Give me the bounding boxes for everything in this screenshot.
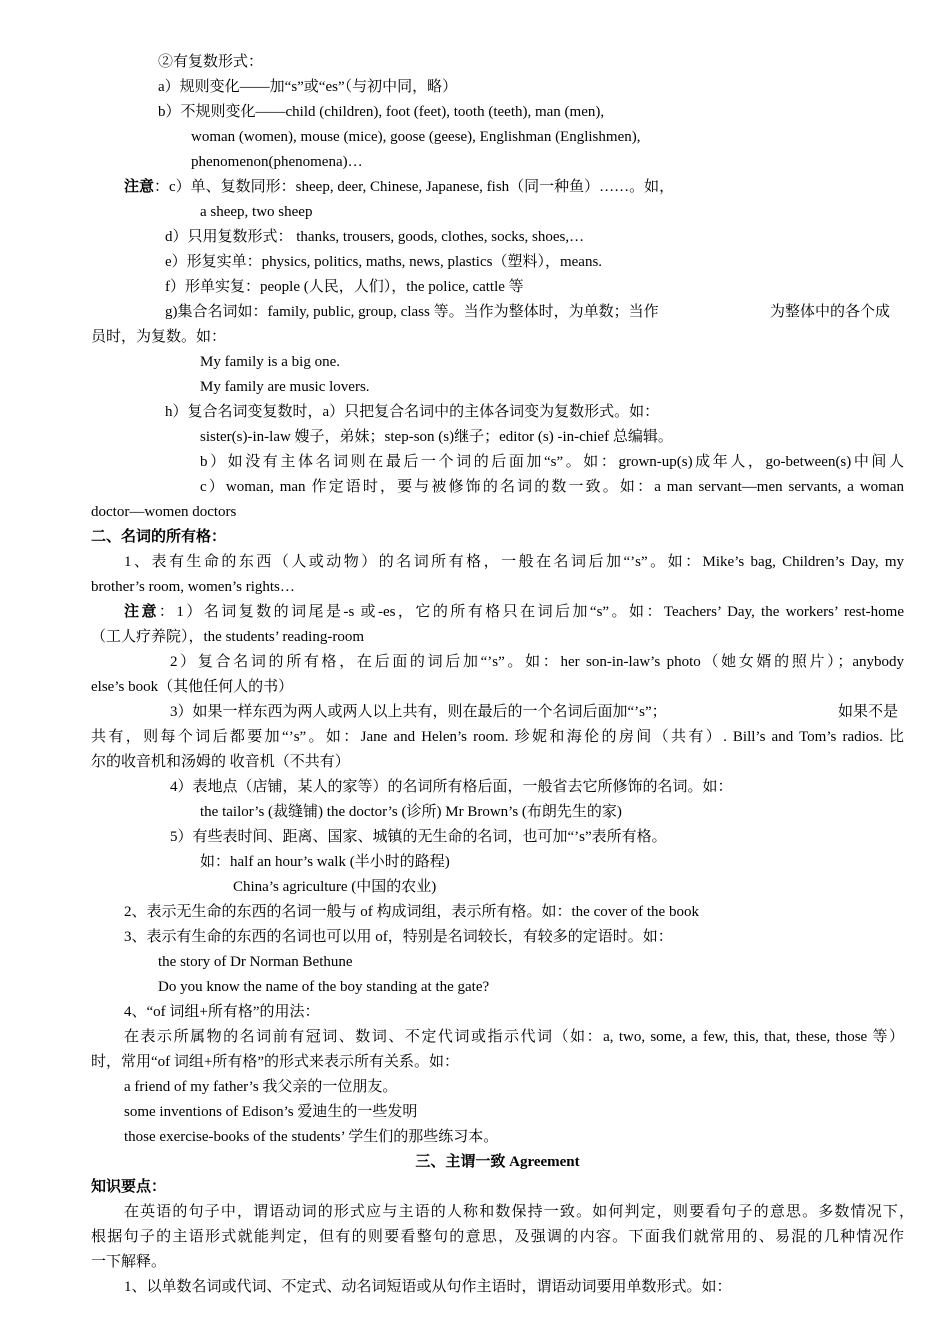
text-line: b）如没有主体名词则在最后一个词的后面加“s”。如：grown-up(s)成年人，go-between(s)中间人 — [200, 454, 904, 470]
text-span: ：1）名词复数的词尾是-s 或-es，它的所有格只在词后加“s”。如：Teachers’ Day, the workers’ rest-home — [158, 604, 904, 620]
text-line: a friend of my father’s 我父亲的一位朋友。 — [124, 1079, 398, 1095]
text-span: ：c）单、复数同形：sheep, deer, Chinese, Japanese, fish（同一种鱼）……。如， — [154, 179, 675, 195]
text-line: 共有，则每个词后都要加“’s”。如：Jane and Helen’s room. 珍妮和海伦的房间（共有）. Bill’s and Tom’s radios. 比 — [91, 729, 904, 745]
text-line: those exercise-books of the students’ 学生们的那些练习本。 — [124, 1129, 499, 1145]
text-line: the story of Dr Norman Bethune — [158, 954, 353, 970]
text-line: doctor—women doctors — [91, 504, 237, 520]
text-line: 1、表有生命的东西（人或动物）的名词所有格，一般在名词后加“’s”。如：Mike’s bag, Children’s Day, my — [124, 554, 904, 570]
text-line: b）不规则变化——child (children), foot (feet), tooth (teeth), man (men), — [158, 104, 605, 120]
text-line: 根据句子的主语形式就能判定，但有的则要看整句的意思，及强调的内容。下面我们就常用的、易混的几种情况作 — [91, 1229, 904, 1245]
text-line: 3）如果一样东西为两人或两人以上共有，则在最后的一个名词后面加“’s”； — [170, 704, 667, 720]
text-line: China’s agriculture (中国的农业) — [233, 879, 437, 895]
text-line: phenomenon(phenomena)… — [191, 154, 363, 170]
subsection-heading: 知识要点： — [91, 1179, 167, 1195]
text-line: ②有复数形式： — [158, 54, 264, 70]
text-line: the tailor’s (裁缝铺) the doctor’s (诊所) Mr Brown’s (布朗先生的家) — [200, 804, 622, 820]
text-line: 员时，为复数。如： — [91, 329, 227, 345]
text-line: 一下解释。 — [91, 1254, 167, 1270]
section-heading: 二、名词的所有格： — [91, 529, 227, 545]
text-line: 在表示所属物的名词前有冠词、数词、不定代词或指示代词（如：a, two, some, a few, this, that, these, those 等） — [124, 1029, 904, 1045]
note-label: 注意 — [124, 604, 159, 620]
section-heading: 三、主谓一致 Agreement — [415, 1154, 580, 1170]
text-line: （工人疗养院），the students’ reading-room — [91, 629, 365, 645]
text-line — [124, 602, 904, 622]
text-line: 如果不是 — [838, 704, 899, 720]
text-line: 1、以单数名词或代词、不定式、动名词短语或从句作主语时，谓语动词要用单数形式。如： — [124, 1279, 732, 1295]
text-line: else’s book（其他任何人的书） — [91, 679, 294, 695]
text-line: 2）复合名词的所有格，在后面的词后加“’s”。如：her son-in-law’s photo（她女婿的照片）；anybody — [170, 654, 904, 670]
text-line: 为整体中的各个成 — [770, 304, 891, 320]
note-label: 注意 — [124, 179, 155, 195]
text-line: a）规则变化——加“s”或“es”（与初中同，略） — [158, 79, 458, 95]
text-line: a sheep, two sheep — [200, 204, 313, 220]
text-line: e）形复实单：physics, politics, maths, news, plastics（塑料），means. — [165, 254, 603, 270]
text-line: 3、表示有生命的东西的名词也可以用 of，特别是名词较长，有较多的定语时。如： — [124, 929, 673, 945]
text-line: My family is a big one. — [200, 354, 340, 370]
text-line: brother’s room, women’s rights… — [91, 579, 295, 595]
text-line: 4、“of 词组+所有格”的用法： — [124, 1004, 320, 1020]
text-line: My family are music lovers. — [200, 379, 370, 395]
text-line: g)集合名词如：family, public, group, class 等。当作为整体时，为单数；当作 — [165, 304, 659, 320]
text-line: 4）表地点（店铺，某人的家等）的名词所有格后面，一般省去它所修饰的名词。如： — [170, 779, 733, 795]
text-line: 时，常用“of 词组+所有格”的形式来表示所有关系。如： — [91, 1054, 460, 1070]
text-line: d）只用复数形式： thanks, trousers, goods, clothes, socks, shoes,… — [165, 229, 585, 245]
text-line: some inventions of Edison’s 爱迪生的一些发明 — [124, 1104, 418, 1120]
text-line: woman (women), mouse (mice), goose (geese), Englishman (Englishmen), — [191, 129, 641, 145]
text-line: f）形单实复：people (人民，人们），the police, cattle 等 — [165, 279, 524, 295]
text-line: c）woman, man 作定语时，要与被修饰的名词的数一致。如：a man servant—men servants, a woman — [200, 479, 904, 495]
text-line: 如：half an hour’s walk (半小时的路程) — [200, 854, 450, 870]
text-line: 尔的收音机和汤姆的 收音机（不共有） — [91, 754, 350, 770]
text-line: Do you know the name of the boy standing at the gate? — [158, 979, 490, 995]
text-line — [124, 177, 674, 197]
text-line: 2、表示无生命的东西的名词一般与 of 构成词组，表示所有格。如：the cover of the book — [124, 904, 699, 920]
text-line: 在英语的句子中，谓语动词的形式应与主语的人称和数保持一致。如何判定，则要看句子的意思。多数情况下， — [124, 1204, 914, 1220]
text-line: 5）有些表时间、距离、国家、城镇的无生命的名词，也可加“’s”表所有格。 — [170, 829, 667, 845]
text-line: h）复合名词变复数时，a）只把复合名词中的主体各词变为复数形式。如： — [165, 404, 660, 420]
text-line: sister(s)-in-law 嫂子，弟妹；step-son (s)继子；editor (s) -in-chief 总编辑。 — [200, 429, 673, 445]
